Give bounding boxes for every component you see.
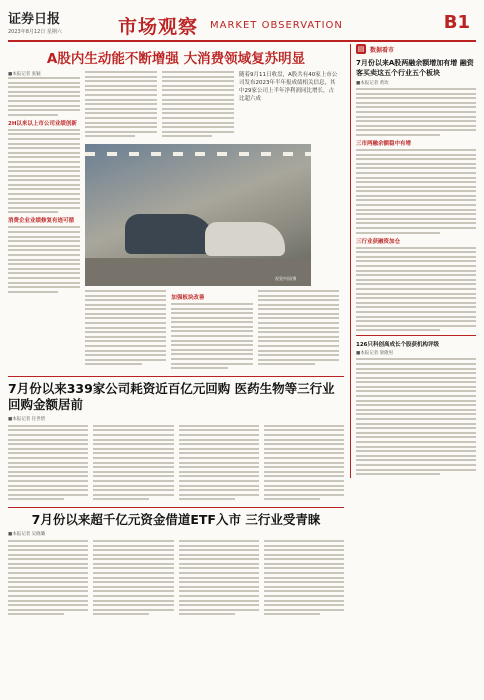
section-divider [8,376,344,377]
article-etf [8,512,344,618]
buyback-headline: 7月份以来339家公司耗资近百亿元回购 医药生物等三行业回购金额居前 [8,380,335,412]
text-block [356,358,476,475]
etf-byline: ■本报记者 吴晓璐 [8,531,46,537]
buyback-byline: ■本报记者 任世碧 [8,416,46,422]
section-title-en: MARKET OBSERVATION [210,20,343,31]
sidebar-headline: 126只科创高成长个股获机构评级 [356,342,439,349]
lead-article [8,44,344,372]
text-block [162,71,234,140]
lead-byline: ■本报记者 张颖 [8,72,41,77]
digest-subhead: 三行业获融资加仓 [356,238,401,245]
buyback-body [8,425,344,503]
section-divider [356,335,476,336]
article-buyback [8,381,344,503]
paper-name: 证券日报 [8,12,61,27]
etf-body [8,540,344,618]
text-block [356,247,476,332]
section-divider [8,507,344,508]
lead-subhead: 加强板块改善 [171,294,205,301]
text-block [356,149,476,234]
digest-byline: ■本报记者 黄玫 [356,81,389,86]
digest-subhead: 三市两融余额稳中有增 [356,140,412,147]
page-number: B1 [443,12,470,33]
digest-headline: 7月份以来A股两融余额增加有增 融资客买卖这五个行业五个板块 [356,59,474,77]
photo-credit: 视觉中国/摄 [275,275,297,281]
lead-subhead: 消费企业业绩修复有迹可循 [8,218,75,225]
sidebar-byline: ■本报记者 梁傲男 [356,351,394,357]
chart-icon: ▤ [357,45,365,53]
text-block [258,290,339,372]
etf-headline: 7月份以来超千亿元资金借道ETF入市 三行业受青睐 [31,511,321,527]
digest-header [356,44,476,54]
digest-column [350,44,476,478]
text-block [8,129,80,214]
digest-label: 数据看市 [370,46,395,54]
main-column [8,44,344,618]
auto-show-photo [85,144,311,286]
text-block [171,303,252,369]
text-block [8,226,80,292]
text-block [356,88,476,136]
lead-headline: A股内生动能不断增强 大消费领域复苏明显 [46,51,306,67]
masthead [8,6,476,42]
text-block [85,71,157,140]
lead-body [8,71,344,372]
section-title: 市场观察 [118,16,199,38]
text-block [8,77,80,116]
photo-caption-area [239,71,339,140]
photo-caption: 随着9月11日收盘，A股共有40家上市公司发布2023年半年报成绩相关信息，其中29家公司上半年净利润同比增长，占比超六成 [239,72,338,102]
text-block [85,290,166,372]
lead-subhead: 2H以来以上市公司业绩创新 [8,120,77,127]
date-line: 2023年8月12日 星期六 [8,29,62,35]
